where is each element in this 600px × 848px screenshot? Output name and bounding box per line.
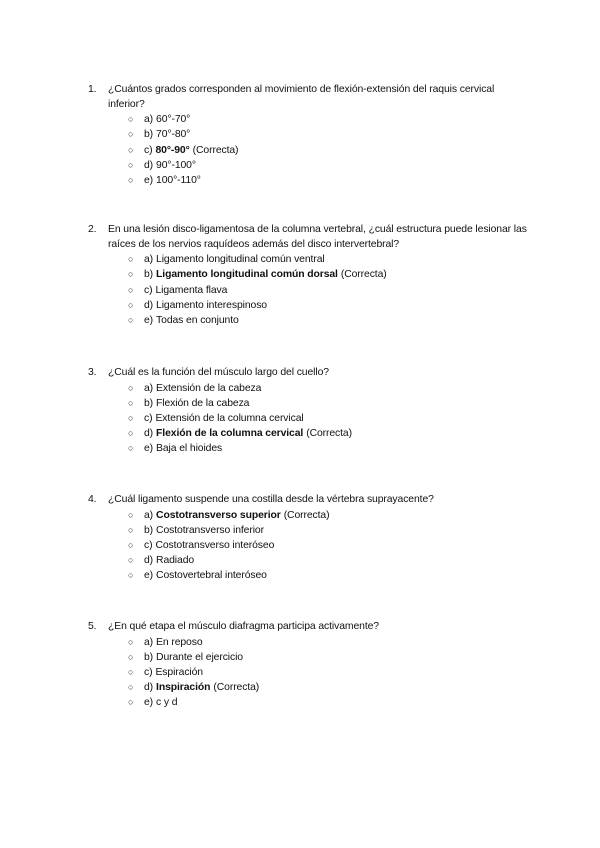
correct-note: (Correcta) [213,682,260,694]
question-4 [88,493,528,584]
option-text: Extensión de la cabeza [156,382,262,394]
bullet-icon: ○ [128,540,134,550]
option-label: d) [144,159,154,171]
option-text: Costovertebral interóseo [156,570,267,582]
correct-note: (Correcta) [192,144,239,156]
option-text: Flexión de la cabeza [156,397,250,409]
bullet-icon: ○ [128,697,134,708]
option-a [128,508,528,523]
question-5 [88,620,528,711]
option-label: b) [144,397,154,409]
option-text: Ligamenta flava [155,284,228,296]
options-list [88,252,528,328]
option-e [128,313,528,328]
option-d [128,553,528,568]
option-text: Costotransverso interóseo [155,540,275,551]
option-label: d) [144,299,154,311]
option-text: 70°-80° [156,129,191,141]
option-e [128,441,528,456]
option-d [128,426,528,441]
bullet-icon: ○ [128,129,134,140]
option-label: c) [144,144,153,156]
bullet-icon: ○ [128,382,134,393]
bullet-icon: ○ [128,555,134,566]
bullet-icon: ○ [128,284,134,295]
bullet-icon: ○ [128,144,134,155]
option-b [128,267,528,282]
option-text: 90°-100° [156,159,196,171]
question-header [88,620,528,635]
option-text: Ligamento interespinoso [156,299,267,311]
bullet-icon: ○ [128,524,134,535]
option-d [128,298,528,313]
question-text: ¿Cuántos grados corresponden al movimiento de flexión-extensión del raquis cervical inferior? [108,84,495,110]
bullet-icon: ○ [128,159,134,170]
option-label: d) [144,555,154,567]
option-a [128,635,528,650]
bullet-icon: ○ [128,114,134,125]
question-text: ¿Cuál ligamento suspende una costilla desde la vértebra suprayacente? [108,494,434,505]
option-label: b) [144,524,154,536]
correct-answer-text: Costotransverso superior [156,509,281,521]
option-c [128,538,528,553]
question-2 [88,223,528,328]
correct-answer-text: Flexión de la columna cervical [156,428,304,440]
option-text: 100°-110° [156,175,201,186]
option-label: c) [144,413,153,424]
option-label: e) [144,315,154,326]
option-label: a) [144,254,154,266]
option-label: e) [144,175,154,186]
bullet-icon: ○ [128,636,134,647]
options-list [88,635,528,711]
correct-note: (Correcta) [340,269,387,281]
option-e [128,568,528,583]
option-text: En reposo [156,636,203,648]
options-list [88,381,528,457]
option-label: e) [144,443,154,455]
bullet-icon: ○ [128,667,134,677]
option-text: 60°-70° [156,114,191,126]
option-a [128,252,528,267]
bullet-icon: ○ [128,397,134,408]
option-text: Costotransverso inferior [156,524,264,536]
option-c [128,411,528,426]
option-c [128,143,528,158]
bullet-icon: ○ [128,413,134,423]
question-text: En una lesión disco-ligamentosa de la columna vertebral, ¿cuál estructura puede lesionar las raíces de los nervios raquídeos además del disco intervertebral? [108,224,527,250]
bullet-icon: ○ [128,428,134,439]
option-c [128,665,528,680]
question-number: 2. [88,224,97,235]
correct-answer-text: 80°-90° [155,144,190,156]
option-label: c) [144,284,153,296]
option-text: c y d [156,697,178,709]
correct-answer-text: Inspiración [156,682,211,694]
question-number: 1. [88,84,97,95]
option-label: a) [144,636,154,648]
question-header [88,493,528,508]
bullet-icon: ○ [128,443,134,454]
bullet-icon: ○ [128,509,134,520]
option-e [128,695,528,710]
question-header [88,83,528,112]
option-label: b) [144,269,154,281]
correct-answer-text: Ligamento longitudinal común dorsal [156,269,338,281]
option-label: b) [144,651,154,663]
question-1 [88,83,528,188]
option-text: Durante el ejercicio [156,651,243,663]
question-number: 3. [88,367,97,378]
option-label: c) [144,540,153,551]
correct-note: (Correcta) [306,428,352,440]
option-text: Espiración [155,667,203,678]
options-list [88,112,528,188]
bullet-icon: ○ [128,175,134,185]
option-label: e) [144,570,154,582]
options-list [88,508,528,584]
option-b [128,650,528,665]
option-b [128,396,528,411]
option-text: Baja el hioides [156,443,223,455]
option-label: a) [144,114,154,126]
question-3 [88,366,528,457]
option-label: d) [144,682,154,694]
option-e [128,173,528,188]
option-a [128,381,528,396]
bullet-icon: ○ [128,299,134,310]
question-number: 5. [88,621,97,632]
option-d [128,680,528,695]
question-text: ¿Cuál es la función del músculo largo del cuello? [108,367,329,378]
bullet-icon: ○ [128,682,134,693]
option-text: Ligamento longitudinal común ventral [156,254,325,266]
option-text: Extensión de la columna cervical [155,413,304,424]
option-a [128,112,528,127]
option-b [128,127,528,142]
bullet-icon: ○ [128,651,134,662]
option-text: Todas en conjunto [156,315,239,326]
question-header [88,366,528,381]
option-c [128,283,528,298]
bullet-icon: ○ [128,315,134,325]
option-label: b) [144,129,154,141]
option-label: a) [144,382,154,394]
option-text: Radiado [156,555,195,567]
correct-note: (Correcta) [283,509,330,521]
bullet-icon: ○ [128,269,134,280]
question-header [88,223,528,252]
option-label: d) [144,428,154,440]
option-label: a) [144,509,154,521]
bullet-icon: ○ [128,254,134,265]
option-d [128,158,528,173]
question-number: 4. [88,494,97,505]
option-label: c) [144,667,153,678]
option-label: e) [144,697,154,709]
bullet-icon: ○ [128,570,134,581]
option-b [128,523,528,538]
question-text: ¿En qué etapa el músculo diafragma participa activamente? [108,621,379,632]
